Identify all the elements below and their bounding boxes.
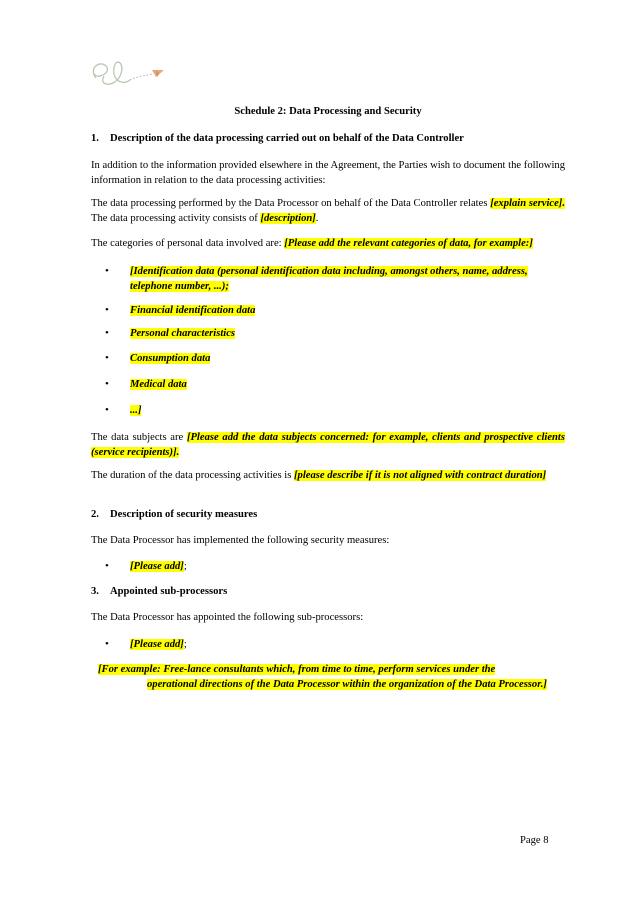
bullet-icon: • [105, 327, 109, 339]
bullet-icon: • [105, 404, 109, 416]
section-1-heading [91, 131, 565, 146]
section-number: 2. [91, 509, 99, 520]
section-number: 1. [91, 133, 99, 144]
bullet-icon: • [105, 352, 109, 364]
section-1-intro-paragraph: In addition to the information provided elsewhere in the Agreement, the Parties wish to document the following information in relation to the data processing activities: [91, 160, 565, 186]
section-3-heading [91, 584, 565, 599]
placeholder-sub-processors: [Please add] [130, 639, 184, 650]
section-heading-text: Description of the data processing carried out on behalf of the Data Controller [110, 133, 464, 144]
placeholder-data-subjects: [Please add the data subjects concerned: for example, clients and prospective clients (service recipients)]. [91, 432, 565, 458]
bullet-icon: • [105, 265, 109, 277]
section-3-paragraph: The Data Processor has appointed the following sub-processors: [91, 612, 364, 623]
data-subjects-paragraph: The data subjects are [Please add the data subjects concerned: for example, clients and prospective clients (service recipients)]. [91, 432, 565, 458]
bullet-icon: • [105, 638, 109, 650]
page-number: Page 8 [520, 835, 549, 846]
bullet-icon: • [105, 560, 109, 572]
section-2-paragraph: The Data Processor has implemented the following security measures: [91, 535, 390, 546]
page-title: Schedule 2: Data Processing and Security [234, 106, 422, 117]
section-number: 3. [91, 586, 99, 597]
placeholder-explain-service: [explain service]. [490, 198, 565, 209]
service-description-paragraph: The data processing performed by the Data Processor on behalf of the Data Controller relates [explain service]. The data processing activity consists of [description]. [91, 198, 565, 224]
placeholder-security-measures: [Please add] [130, 561, 184, 572]
signature-logo-icon [86, 50, 170, 94]
placeholder-categories: [Please add the relevant categories of data, for example:] [284, 238, 533, 249]
section-heading-text: Appointed sub-processors [110, 586, 228, 597]
bullet-icon: • [105, 304, 109, 316]
placeholder-description: [description] [260, 213, 316, 224]
bullet-icon: • [105, 378, 109, 390]
duration-paragraph: The duration of the data processing activities is [please describe if it is not aligned with contract duration] [91, 470, 547, 481]
section-heading-text: Description of security measures [110, 509, 258, 520]
data-categories-paragraph: The categories of personal data involved are: [Please add the relevant categories of data, for example:] [91, 238, 533, 249]
sub-processor-example: [For example: Free-lance consultants which, from time to time, perform services under the operational directions of the Data Processor within the organization of the Data Processor.] [98, 664, 547, 690]
placeholder-duration: [please describe if it is not aligned with contract duration] [294, 470, 547, 481]
section-2-heading [91, 507, 565, 522]
